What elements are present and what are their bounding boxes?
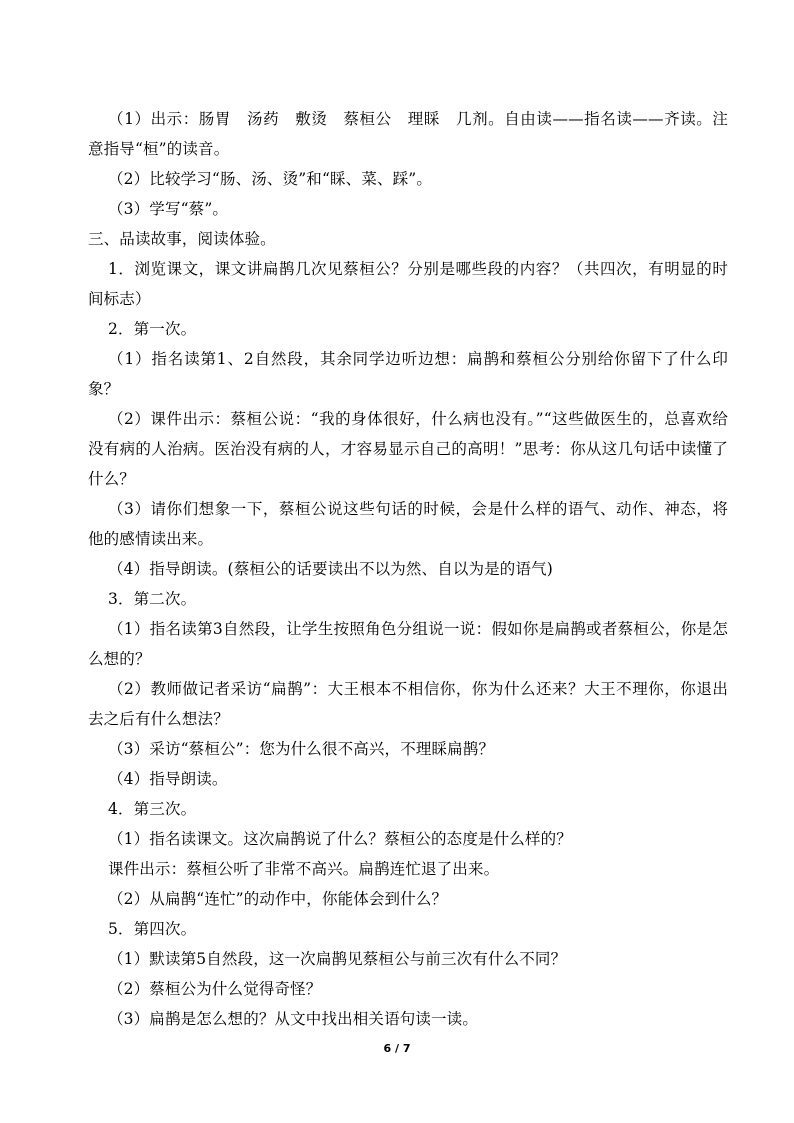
paragraph: （1）指名读课文。这次扁鹊说了什么？蔡桓公的态度是什么样的？ (108, 830, 572, 848)
paragraph: （4）指导朗读。 (108, 770, 228, 788)
paragraph: （1）指名读第3自然段，让学生按照角色分组说一说：假如你是扁鹊或者蔡桓公，你是怎么想的？ (88, 620, 728, 668)
page-number: 6 / 7 (383, 1042, 411, 1055)
paragraph: 5．第四次。 (108, 920, 197, 938)
paragraph: 课件出示：蔡桓公听了非常不高兴。扁鹊连忙退了出来。 (108, 860, 500, 878)
paragraph: 1．浏览课文，课文讲扁鹊几次见蔡桓公？分别是哪些段的内容？（共四次，有明显的时间标志） (88, 260, 728, 308)
paragraph: （3）请你们想象一下，蔡桓公说这些句话的时候，会是什么样的语气、动作、神态，将他的感情读出来。 (88, 500, 728, 548)
paragraph: 4．第三次。 (108, 800, 197, 818)
document-body (88, 104, 728, 1034)
paragraph: （2）从扁鹊“连忙”的动作中，你能体会到什么？ (108, 890, 448, 908)
paragraph: （3）扁鹊是怎么想的？从文中找出相关语句读一读。 (108, 1010, 478, 1028)
paragraph: （2）课件出示：蔡桓公说：“我的身体很好，什么病也没有。”“这些做医生的，总喜欢给没有病的人治病。医治没有病的人，才容易显示自己的高明！”思考：你从这几句话中读懂了什么？ (88, 410, 728, 488)
section-heading: 三、品读故事，阅读体验。 (88, 230, 276, 248)
paragraph: （1）出示：肠胃 汤药 敷烫 蔡桓公 理睬 几剂。自由读——指名读——齐读。注意指导“桓”的读音。 (88, 110, 728, 158)
paragraph: （3）采访“蔡桓公”：您为什么很不高兴，不理睬扁鹊？ (108, 740, 495, 758)
paragraph: （3）学写“蔡”。 (108, 200, 229, 218)
paragraph: （2）比较学习“肠、汤、烫”和“睬、菜、踩”。 (108, 170, 433, 188)
paragraph: （1）指名读第1、2自然段，其余同学边听边想：扁鹊和蔡桓公分别给你留下了什么印象？ (88, 350, 728, 398)
paragraph: 2．第一次。 (108, 320, 197, 338)
paragraph: （4）指导朗读。(蔡桓公的话要读出不以为然、自以为是的语气) (108, 560, 553, 578)
paragraph: （2）教师做记者采访“扁鹊”：大王根本不相信你，你为什么还来？大王不理你，你退出去之后有什么想法？ (88, 680, 728, 728)
paragraph: 3．第二次。 (108, 590, 197, 608)
paragraph: （1）默读第5自然段，这一次扁鹊见蔡桓公与前三次有什么不同？ (108, 950, 567, 968)
paragraph: （2）蔡桓公为什么觉得奇怪？ (108, 980, 322, 998)
